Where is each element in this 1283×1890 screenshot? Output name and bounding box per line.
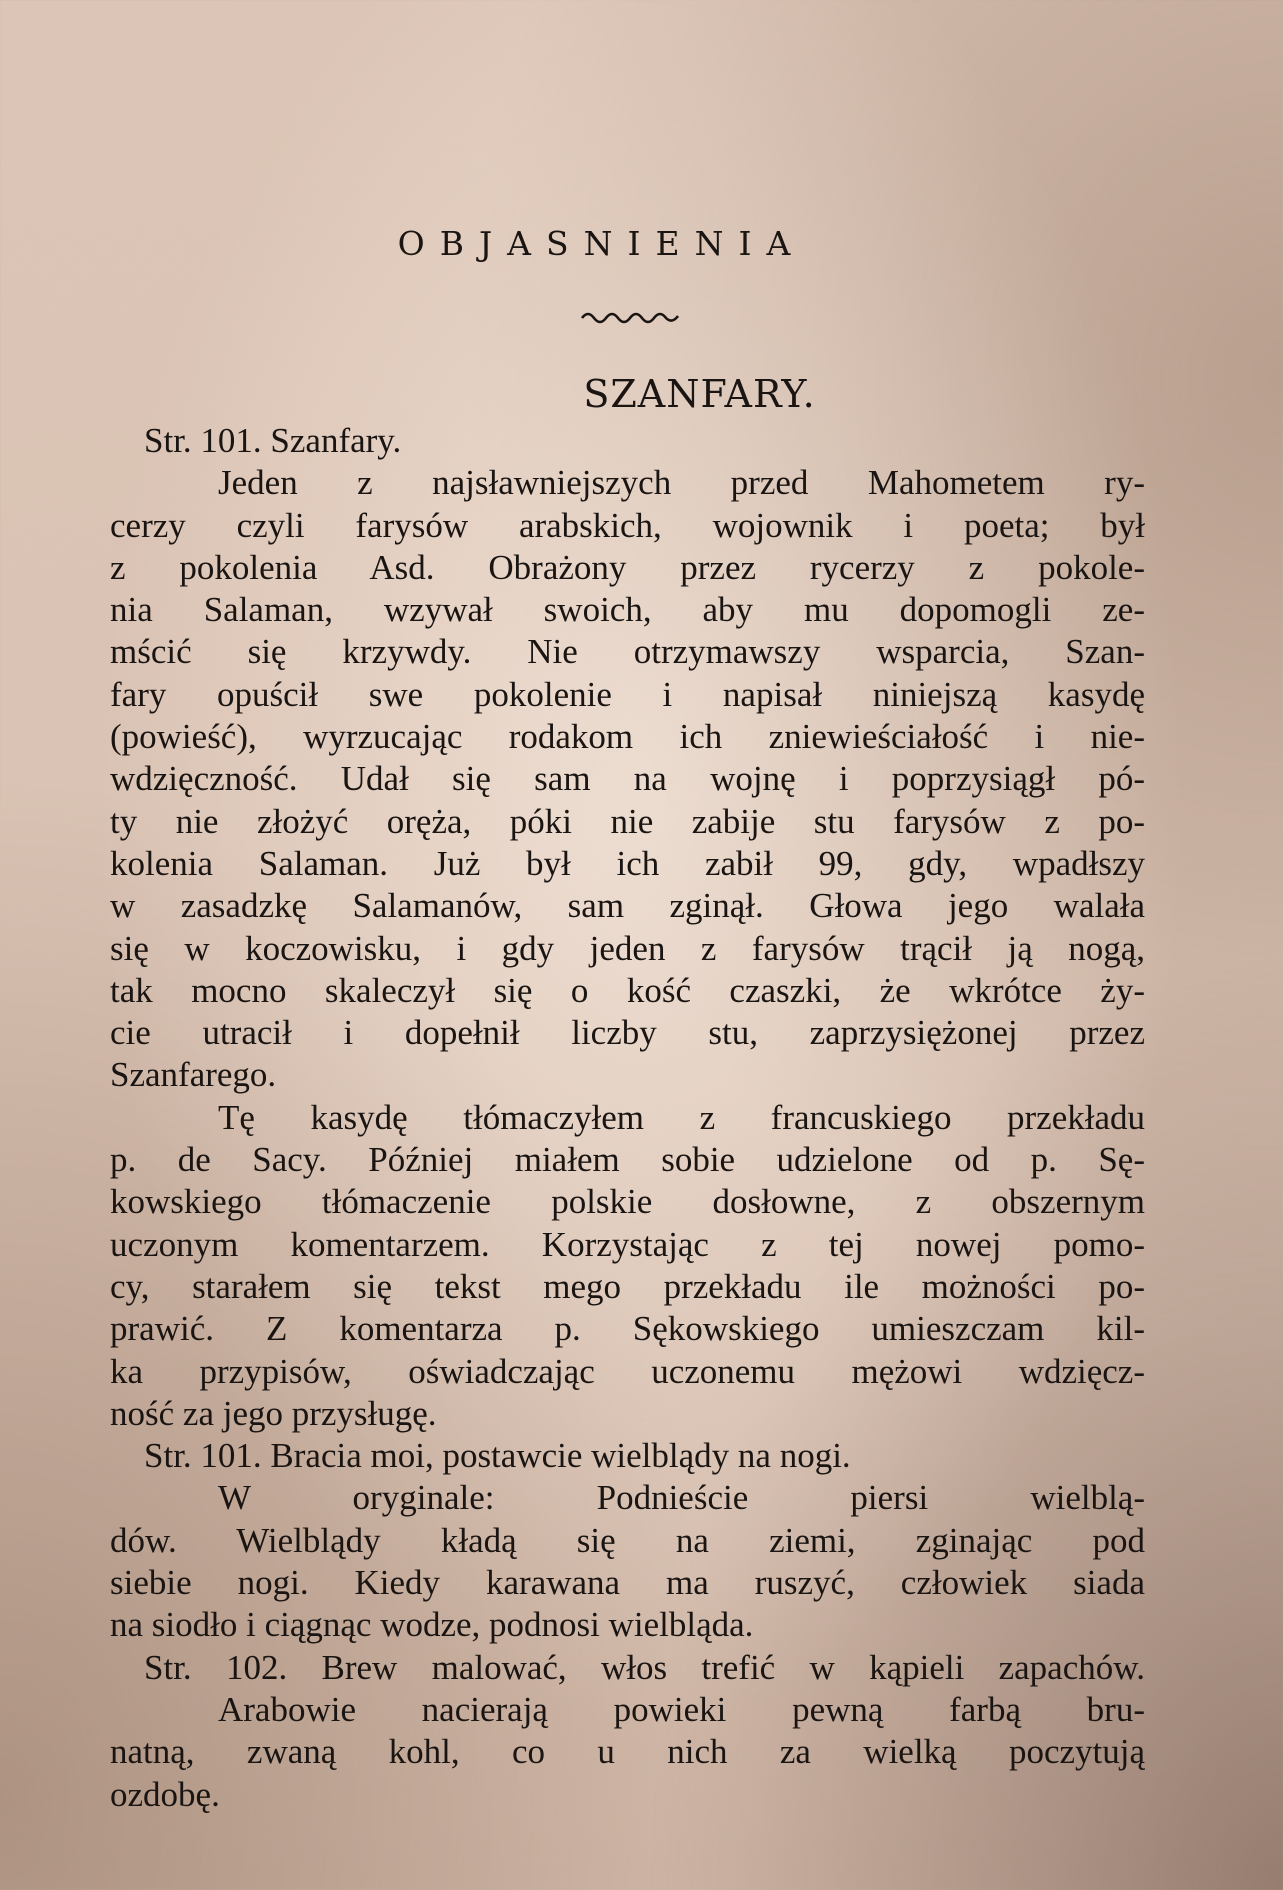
text-line: wdzięczność. Udał się sam na wojnę i poprzysiągł pó- [110,759,1145,799]
text-line: cie utracił i dopełnił liczby stu, zaprzysiężonej przez [110,1013,1145,1053]
text-line: mścić się krzywdy. Nie otrzymawszy wsparcia, Szan- [110,632,1145,672]
body-text [110,420,1145,1816]
text-line: w zasadzkę Salamanów, sam zginął. Głowa jego walała [110,886,1145,926]
text-line: Tę kasydę tłómaczyłem z francuskiego przekładu [218,1097,1145,1137]
text-line: ka przypisów, oświadczając uczonemu mężowi wdzięcz- [110,1351,1145,1391]
text-line: cerzy czyli farysów arabskich, wojownik i poeta; był [110,505,1145,545]
text-line: uczonym komentarzem. Korzystając z tej nowej pomo- [110,1224,1145,1264]
text-line: nia Salaman, wzywał swoich, aby mu dopomogli ze- [110,590,1145,630]
text-line: cy, starałem się tekst mego przekładu ile możności po- [110,1266,1145,1306]
text-line: Str. 102. Brew malować, włos trefić w kąpieli zapachów. [144,1647,1145,1687]
chapter-heading: OBJASNIENIA [397,224,806,263]
text-line: p. de Sacy. Później miałem sobie udzielone od p. Sę- [110,1140,1145,1180]
text-line: ozdobę. [110,1774,220,1814]
text-line: tak mocno skaleczył się o kość czaszki, że wkrótce ży- [110,970,1145,1010]
text-line: ty nie złożyć oręża, póki nie zabije stu farysów z po- [110,801,1145,841]
ornament-divider [580,306,680,326]
text-line: siebie nogi. Kiedy karawana ma ruszyć, człowiek siada [110,1563,1145,1603]
text-line: na siodło i ciągnąc wodze, podnosi wielbląda. [110,1605,754,1645]
text-line: Arabowie nacierają powieki pewną farbą bru- [218,1689,1145,1729]
section-title: SZANFARY. [583,372,816,416]
text-line: dów. Wielblądy kładą się na ziemi, zginając pod [110,1520,1145,1560]
text-line: natną, zwaną kohl, co u nich za wielką poczytują [110,1732,1145,1772]
text-line: Str. 101. Szanfary. [144,421,402,460]
text-line: (powieść), wyrzucając rodakom ich zniewieściałość i nie- [110,717,1145,757]
text-line: ność za jego przysługę. [110,1393,437,1433]
text-line: fary opuścił swe pokolenie i napisał niniejszą kasydę [110,674,1145,714]
text-line: W oryginale: Podnieście piersi wielblą- [218,1478,1145,1518]
text-line: prawić. Z komentarza p. Sękowskiego umieszczam kil- [110,1309,1145,1349]
text-line: Szanfarego. [110,1055,277,1095]
text-line: się w koczowisku, i gdy jeden z farysów trącił ją nogą, [110,928,1145,968]
text-line: kowskiego tłómaczenie polskie dosłowne, z obszernym [110,1182,1145,1222]
text-line: z pokolenia Asd. Obrażony przez rycerzy z pokole- [110,547,1145,587]
text-line: Jeden z najsławniejszych przed Mahometem ry- [218,463,1145,503]
text-line: kolenia Salaman. Już był ich zabił 99, gdy, wpadłszy [110,843,1145,883]
text-line: Str. 101. Bracia moi, postawcie wielblądy na nogi. [144,1436,851,1476]
